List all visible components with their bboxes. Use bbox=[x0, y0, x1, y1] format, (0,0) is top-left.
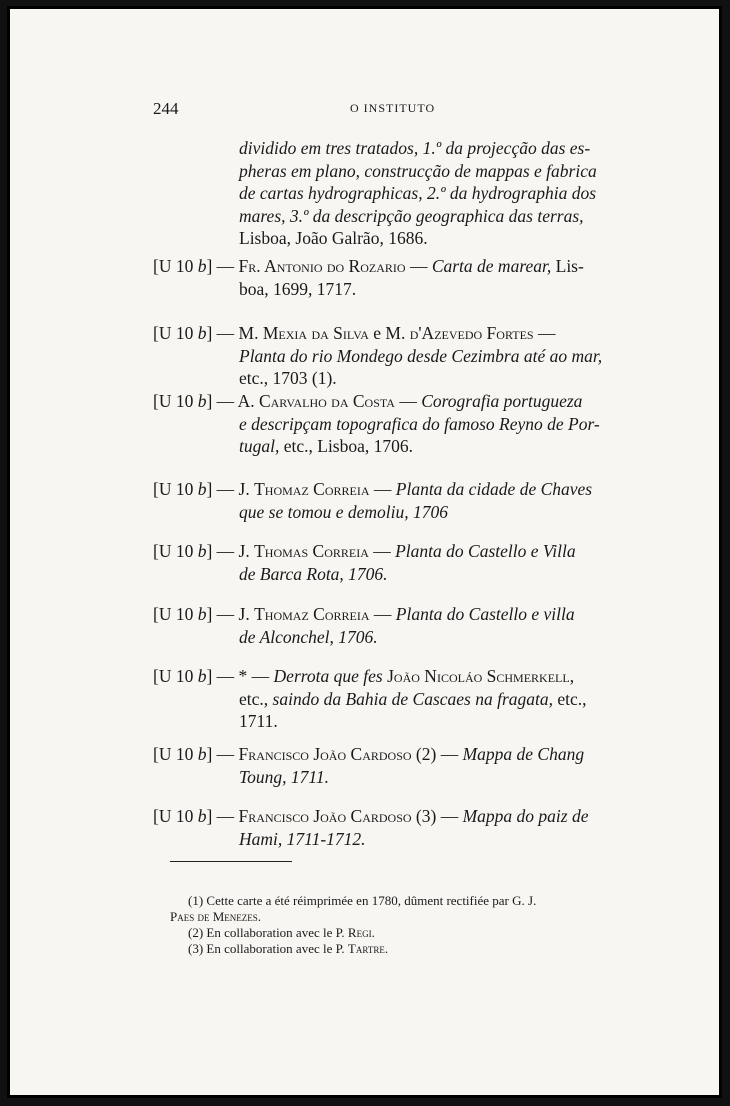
entry-line bbox=[153, 828, 643, 851]
entry-line bbox=[153, 626, 643, 649]
text-run: boa, 1699, 1717. bbox=[239, 278, 357, 299]
text-run: [U 10 bbox=[153, 323, 198, 343]
entry-line bbox=[153, 478, 643, 501]
book-page bbox=[7, 6, 722, 1098]
text-run: [U 10 bbox=[153, 256, 198, 276]
text-run: e M. bbox=[368, 323, 410, 343]
entry-line bbox=[153, 766, 643, 789]
text-run: 1711. bbox=[239, 711, 278, 731]
italic-text: de Barca Rota, 1706. bbox=[239, 563, 388, 584]
catalogue-entry bbox=[153, 137, 643, 250]
italic-text: Toung, 1711. bbox=[239, 766, 329, 787]
italic-text: Mappa do paiz de bbox=[462, 806, 589, 826]
text-run: Lis- bbox=[551, 256, 584, 276]
author-name: Paes de Menezes. bbox=[170, 909, 262, 924]
entry-line bbox=[153, 603, 643, 626]
italic-text: Planta do rio Mondego desde Cezimbra até ao mar, bbox=[239, 345, 603, 366]
text-run: etc., bbox=[553, 688, 587, 709]
author-name: Francisco João Cardoso bbox=[238, 744, 412, 764]
italic-text: b bbox=[197, 256, 207, 276]
text-run: etc., Lisboa, 1706. bbox=[279, 436, 414, 456]
text-run: (3) En collaboration avec le P. bbox=[188, 941, 348, 956]
text-run: ] — J. bbox=[206, 604, 255, 624]
catalogue-entry bbox=[153, 322, 643, 390]
italic-text: que se tomou e demoliu, 1706 bbox=[239, 501, 448, 522]
text-run: ] — J. bbox=[206, 479, 255, 499]
italic-text: b bbox=[197, 604, 207, 624]
author-name: Thomas Correia bbox=[254, 541, 369, 561]
text-run: [U 10 bbox=[153, 806, 198, 826]
italic-text: Derrota que fes bbox=[273, 666, 383, 686]
catalogue-entry bbox=[153, 255, 643, 300]
catalogue-entry bbox=[153, 805, 643, 850]
entry-line bbox=[153, 688, 643, 711]
entry-line bbox=[153, 182, 643, 205]
author-name: João Nicoláo Schmerkell, bbox=[387, 666, 575, 686]
italic-text: mares, 3.º da descripção geographica das terras, bbox=[239, 205, 584, 226]
text-run: — bbox=[394, 391, 422, 411]
catalogue-entry bbox=[153, 540, 643, 585]
text-run: — bbox=[369, 604, 396, 624]
italic-text: Planta do Castello e villa bbox=[395, 604, 575, 624]
entry-line bbox=[153, 278, 643, 301]
entry-line bbox=[153, 540, 643, 563]
entry-line bbox=[153, 227, 643, 250]
text-run: — bbox=[405, 256, 432, 276]
italic-text: Corografia portugueza bbox=[421, 391, 583, 411]
author-name: Tartre. bbox=[347, 941, 389, 956]
entry-line bbox=[153, 563, 643, 586]
entry-line bbox=[153, 743, 643, 766]
text-run: etc., bbox=[239, 688, 273, 709]
text-run: (3) — bbox=[411, 806, 463, 826]
author-name: Francisco João Cardoso bbox=[238, 806, 412, 826]
entry-line bbox=[153, 435, 643, 458]
catalogue-entry bbox=[153, 478, 643, 523]
catalogue-entry bbox=[153, 743, 643, 788]
italic-text: b bbox=[197, 744, 207, 764]
text-run: [U 10 bbox=[153, 744, 198, 764]
text-run: ] — * — bbox=[206, 666, 274, 686]
italic-text: dividido em tres tratados, 1.º da projecção das es- bbox=[239, 138, 591, 158]
footnote-rule bbox=[170, 861, 292, 862]
entry-line bbox=[153, 345, 643, 368]
author-name: Thomaz Correia bbox=[254, 604, 370, 624]
author-name: Thomaz Correia bbox=[254, 479, 370, 499]
italic-text: b bbox=[197, 666, 207, 686]
entry-line bbox=[153, 390, 643, 413]
text-run: — bbox=[369, 479, 396, 499]
italic-text: b bbox=[197, 479, 207, 499]
italic-text: e descripçam topografica do famoso Reyno de Por- bbox=[239, 413, 600, 434]
entry-line bbox=[153, 137, 643, 160]
catalogue-entry bbox=[153, 665, 643, 733]
entry-line bbox=[153, 805, 643, 828]
entry-line bbox=[153, 413, 643, 436]
footnote-line bbox=[188, 925, 375, 941]
entry-line bbox=[153, 665, 643, 688]
italic-text: de Alconchel, 1706. bbox=[239, 626, 378, 647]
italic-text: tugal, bbox=[239, 436, 280, 456]
text-run: [U 10 bbox=[153, 541, 198, 561]
italic-text: b bbox=[197, 541, 207, 561]
entry-line bbox=[153, 501, 643, 524]
text-run: ] — M. bbox=[206, 323, 263, 343]
text-run: — bbox=[533, 323, 556, 343]
catalogue-entry bbox=[153, 390, 643, 458]
italic-text: Planta da cidade de Chaves bbox=[395, 479, 593, 499]
italic-text: b bbox=[197, 391, 207, 411]
author-name: Mexia da Silva bbox=[262, 323, 369, 343]
text-run: (2) — bbox=[411, 744, 463, 764]
entry-line bbox=[153, 255, 643, 278]
italic-text: Carta de marear, bbox=[431, 256, 552, 276]
page-header bbox=[10, 99, 719, 121]
text-run: etc., 1703 (1). bbox=[239, 368, 337, 388]
running-title: O INSTITUTO bbox=[350, 101, 436, 115]
italic-text: Mappa de Chang bbox=[462, 744, 585, 764]
text-run: [U 10 bbox=[153, 391, 198, 411]
text-run: [U 10 bbox=[153, 479, 198, 499]
text-run: (1) Cette carte a été réimprimée en 1780, dûment rectifiée par G. J. bbox=[188, 893, 537, 908]
italic-text: de cartas hydrographicas, 2.º da hydrographia dos bbox=[239, 183, 597, 203]
footnote-line bbox=[188, 893, 536, 909]
text-run: ] — A. bbox=[206, 391, 259, 411]
italic-text: Planta do Castello e Villa bbox=[395, 541, 576, 561]
entry-line bbox=[153, 367, 643, 390]
text-run: — bbox=[368, 541, 396, 561]
italic-text: b bbox=[197, 323, 207, 343]
italic-text: Hami, 1711-1712. bbox=[239, 828, 366, 849]
text-run: ] — J. bbox=[206, 541, 255, 561]
page-number: 244 bbox=[153, 99, 179, 118]
italic-text: pheras em plano, construcção de mappas e fabrica bbox=[239, 160, 597, 181]
footnote-line bbox=[188, 941, 388, 957]
text-run: ] — bbox=[206, 806, 239, 826]
entry-line bbox=[153, 205, 643, 228]
author-name: Carvalho da Costa bbox=[258, 391, 395, 411]
text-run: [U 10 bbox=[153, 666, 198, 686]
entry-line bbox=[153, 322, 643, 345]
text-run: Lisboa, João Galrão, 1686. bbox=[239, 228, 428, 248]
author-name: Fr. Antonio do Rozario bbox=[238, 256, 406, 276]
entry-line bbox=[153, 710, 643, 733]
text-run: ] — bbox=[206, 256, 239, 276]
text-run: (2) En collaboration avec le P. bbox=[188, 925, 348, 940]
italic-text: b bbox=[197, 806, 207, 826]
author-name: d'Azevedo Fortes bbox=[409, 323, 534, 343]
footnote-line bbox=[170, 909, 261, 925]
text-run: ] — bbox=[206, 744, 239, 764]
catalogue-entry bbox=[153, 603, 643, 648]
italic-text: saindo da Bahia de Cascaes na fragata, bbox=[272, 688, 554, 709]
text-run: [U 10 bbox=[153, 604, 198, 624]
entry-line bbox=[153, 160, 643, 183]
author-name: Regi. bbox=[347, 925, 375, 940]
